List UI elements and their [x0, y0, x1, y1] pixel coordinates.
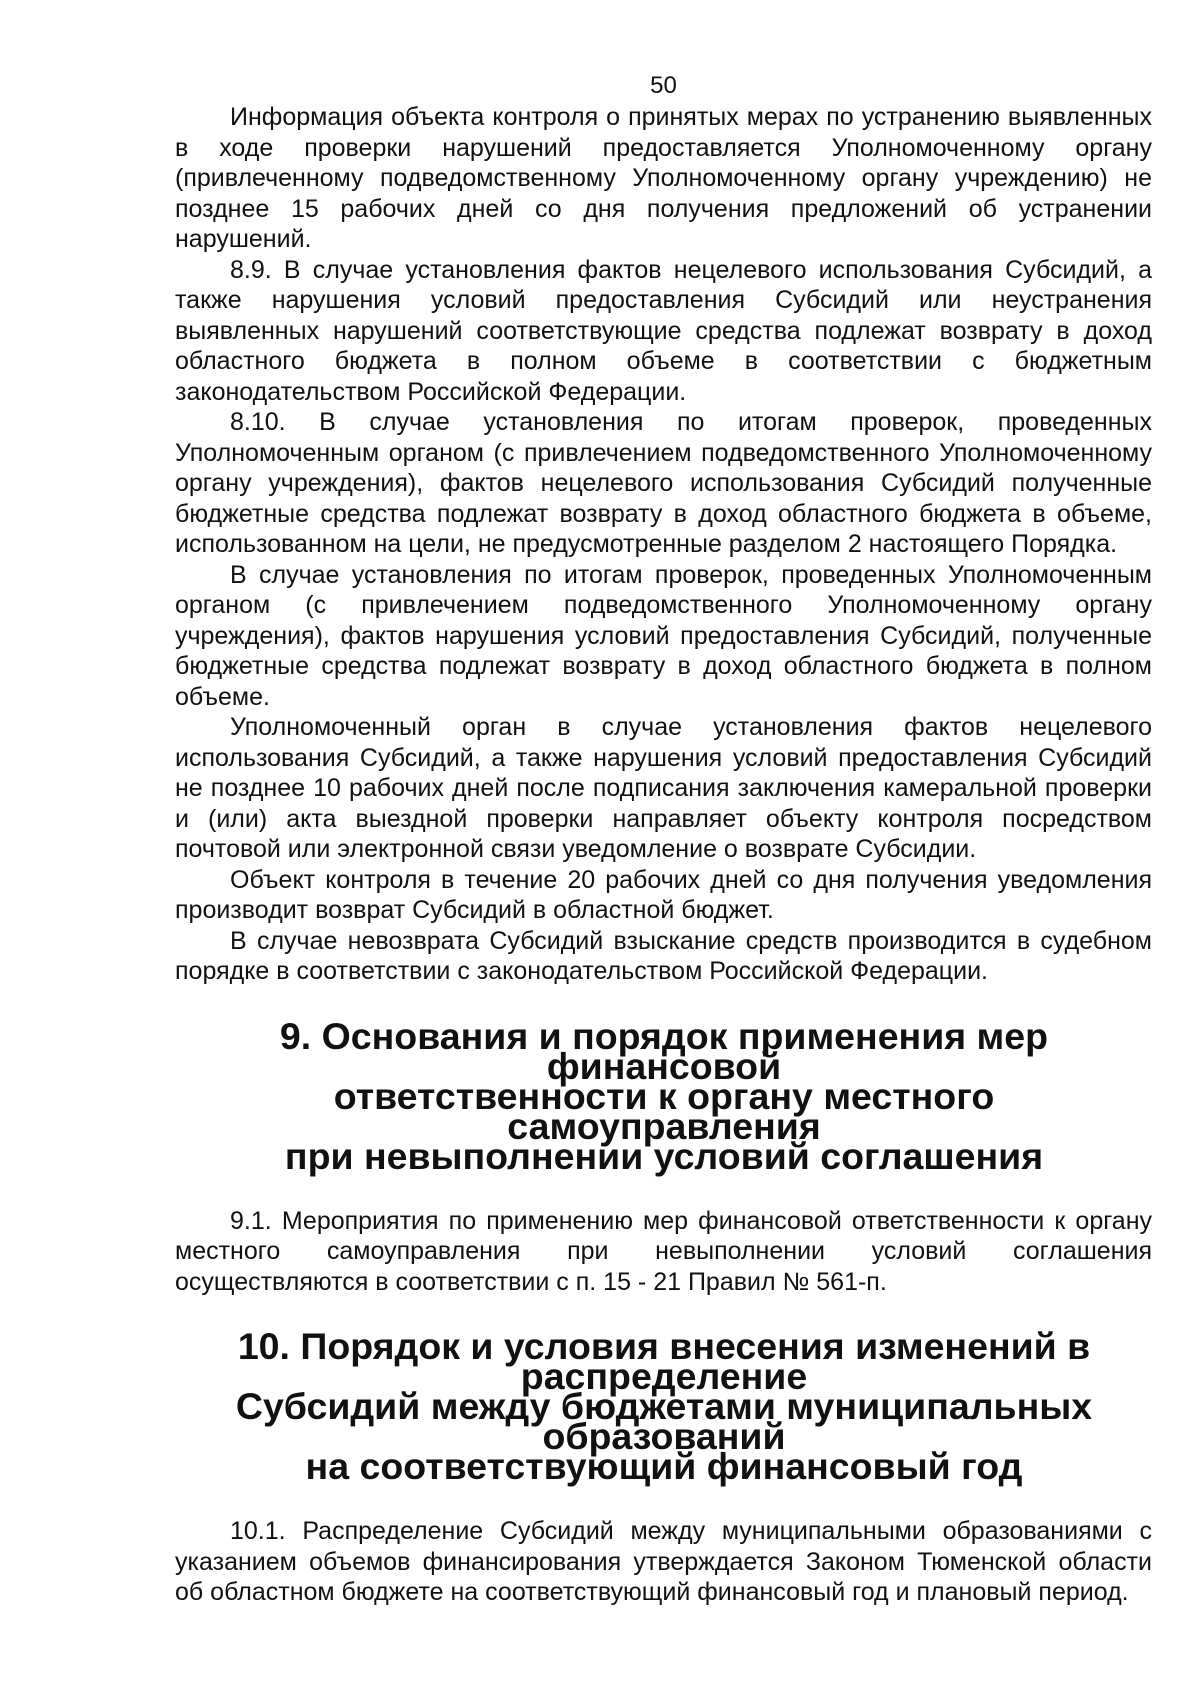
section-9-heading-line: 9. Основания и порядок применения мер финансовой [279, 1014, 1049, 1087]
paragraph-violation-return: В случае установления по итогам проверок, проведенных Уполномоченным органом (с привлечением подведомственного Уполномоченному органу учреждения), фактов нарушения условий предоставления Субсидий, полученные бюджетные средства подлежат возврату в доход областного бюджета в полном объеме. [175, 560, 1152, 711]
section-9-heading-line: при невыполнении условий соглашения [284, 1134, 1044, 1177]
paragraph-notification: Уполномоченный орган в случае установления фактов нецелевого использования Субсидий, а также нарушения условий предоставления Субсидий не позднее 10 рабочих дней после подписания заключения камеральной проверки и (или) акта выездной проверки направляет объекту контроля посредством почтовой или электронной связи уведомление о возврате Субсидии. [175, 713, 1152, 863]
paragraph-report-on-measures: Информация объекта контроля о принятых мерах по устранению выявленных в ходе проверки нарушений предоставляется Уполномоченному органу (привлеченному подведомственному Уполномоченному органу учреждению) не позднее 15 рабочих дней со дня получения предложений об устранении нарушений. [175, 103, 1152, 253]
paragraph-8-10: 8.10. В случае установления по итогам проверок, проведенных Уполномоченным органом (с привлечением подведомственного Уполномоченному органу учреждения), фактов нецелевого использования Субсидий полученные бюджетные средства подлежат возврату в доход областного бюджета в объеме, использованном на цели, не предусмотренные разделом 2 настоящего Порядка. [175, 408, 1152, 558]
paragraph-return-deadline: Объект контроля в течение 20 рабочих дней со дня получения уведомления производит возврат Субсидий в областной бюджет. [175, 865, 1152, 924]
paragraph-court-recovery: В случае невозврата Субсидий взыскание средств производится в судебном порядке в соответствии с законодательством Российской Федерации. [175, 926, 1152, 985]
section-9-heading [175, 1014, 1152, 1177]
section-9-heading-line: ответственности к органу местного самоуправления [333, 1074, 995, 1147]
document-body [175, 102, 1152, 1608]
section-10-heading [175, 1325, 1152, 1487]
section-10-heading-line: на соответствующий финансовый год [305, 1445, 1023, 1487]
paragraph-10-1: 10.1. Распределение Субсидий между муниципальными образованиями с указанием объемов финансирования утверждается Законом Тюменской области об областном бюджете на соответствующий финансовый год и плановый период. [175, 1517, 1152, 1606]
page-number: 50 [650, 72, 677, 99]
section-10-heading-line: 10. Порядок и условия внесения изменений в распределение [237, 1325, 1091, 1397]
paragraph-9-1: 9.1. Мероприятия по применению мер финансовой ответственности к органу местного самоуправления при невыполнении условий соглашения осуществляются в соответствии с п. 15 - 21 Правил № 561-п. [175, 1206, 1152, 1296]
section-10-heading-line: Субсидий между бюджетами муниципальных образований [235, 1385, 1093, 1457]
paragraph-8-9: 8.9. В случае установления фактов нецелевого использования Субсидий, а также нарушения условий предоставления Субсидий или неустранения выявленных нарушений соответствующие средства подлежат возврату в доход областного бюджета в полном объеме в соответствии с бюджетным законодательством Российской Федерации. [175, 255, 1152, 406]
